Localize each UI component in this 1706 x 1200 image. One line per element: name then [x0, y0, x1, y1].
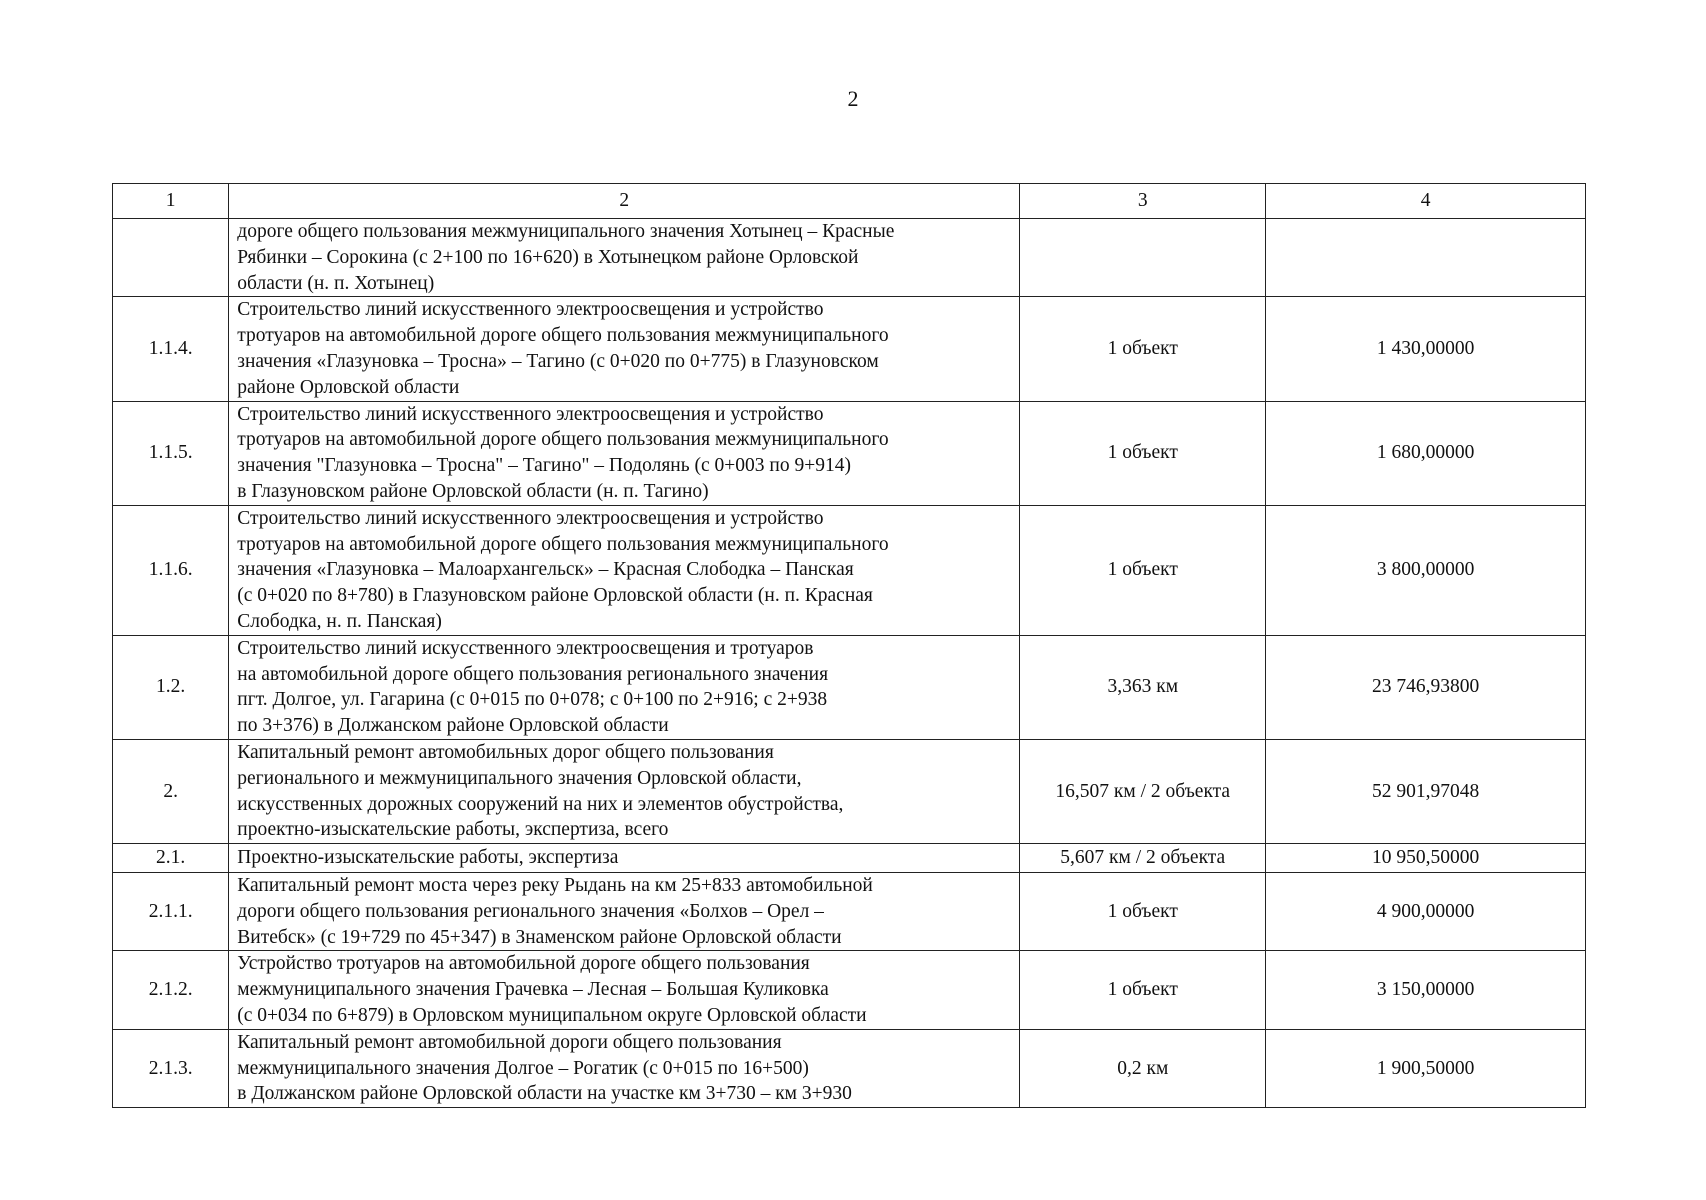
row-quantity [1020, 219, 1266, 297]
row-number: 1.2. [113, 635, 229, 739]
row-number: 2.1. [113, 844, 229, 873]
row-quantity: 3,363 км [1020, 635, 1266, 739]
table-row [113, 844, 1586, 873]
row-description: Строительство линий искусственного электроосвещения и устройство тротуаров на автомобильной дороге общего пользования межмуниципального значения «Глазуновка – Малоархангельск» – Красная Слободка – Панская (с 0+020 по 8+780) в Глазуновском районе Орловской области (н. п. Красная Слободка, н. п. Панская) [229, 505, 1020, 635]
column-header: 4 [1266, 184, 1586, 219]
table-row [113, 1029, 1586, 1107]
row-amount: 1 680,00000 [1266, 401, 1586, 505]
row-number: 1.1.5. [113, 401, 229, 505]
row-description: Строительство линий искусственного электроосвещения и устройство тротуаров на автомобильной дороге общего пользования межмуниципального значения "Глазуновка – Тросна" – Тагино" – Подолянь (с 0+003 по 9+914) в Глазуновском районе Орловской области (н. п. Тагино) [229, 401, 1020, 505]
row-description: дороге общего пользования межмуниципального значения Хотынец – Красные Рябинки – Сорокина (с 2+100 по 16+620) в Хотынецком районе Орловской области (н. п. Хотынец) [229, 219, 1020, 297]
row-amount: 4 900,00000 [1266, 872, 1586, 950]
row-description: Строительство линий искусственного электроосвещения и тротуаров на автомобильной дороге общего пользования регионального значения пгт. Долгое, ул. Гагарина (с 0+015 по 0+078; с 0+100 по 2+916; с 2+938 по 3+376) в Должанском районе Орловской области [229, 635, 1020, 739]
row-number: 2.1.3. [113, 1029, 229, 1107]
column-header: 2 [229, 184, 1020, 219]
row-number: 2. [113, 739, 229, 843]
row-amount: 52 901,97048 [1266, 739, 1586, 843]
row-quantity: 1 объект [1020, 951, 1266, 1029]
row-description: Устройство тротуаров на автомобильной дороге общего пользования межмуниципального значения Грачевка – Лесная – Большая Куликовка (с 0+034 по 6+879) в Орловском муниципальном округе Орловской области [229, 951, 1020, 1029]
table-row [113, 872, 1586, 950]
page-number: 2 [847, 86, 859, 111]
row-number [113, 219, 229, 297]
table-row [113, 739, 1586, 843]
row-number: 1.1.4. [113, 297, 229, 401]
table-row [113, 635, 1586, 739]
row-quantity: 1 объект [1020, 872, 1266, 950]
row-quantity: 0,2 км [1020, 1029, 1266, 1107]
row-amount: 1 900,50000 [1266, 1029, 1586, 1107]
row-number: 2.1.2. [113, 951, 229, 1029]
row-amount: 1 430,00000 [1266, 297, 1586, 401]
row-quantity: 1 объект [1020, 297, 1266, 401]
row-quantity: 1 объект [1020, 505, 1266, 635]
row-quantity: 16,507 км / 2 объекта [1020, 739, 1266, 843]
row-amount: 10 950,50000 [1266, 844, 1586, 873]
row-quantity: 5,607 км / 2 объекта [1020, 844, 1266, 873]
table-row [113, 297, 1586, 401]
row-description: Капитальный ремонт автомобильной дороги общего пользования межмуниципального значения Долгое – Рогатик (с 0+015 по 16+500) в Должанском районе Орловской области на участке км 3+730 – км 3+930 [229, 1029, 1020, 1107]
table-row [113, 951, 1586, 1029]
row-amount [1266, 219, 1586, 297]
row-description: Проектно-изыскательские работы, экспертиза [229, 844, 1020, 873]
row-description: Строительство линий искусственного электроосвещения и устройство тротуаров на автомобильной дороге общего пользования межмуниципального значения «Глазуновка – Тросна» – Тагино (с 0+020 по 0+775) в Глазуновском районе Орловской области [229, 297, 1020, 401]
table-row [113, 219, 1586, 297]
column-header: 3 [1020, 184, 1266, 219]
row-number: 2.1.1. [113, 872, 229, 950]
row-amount: 3 800,00000 [1266, 505, 1586, 635]
row-description: Капитальный ремонт моста через реку Рыдань на км 25+833 автомобильной дороги общего пользования регионального значения «Болхов – Орел – Витебск» (с 19+729 по 45+347) в Знаменском районе Орловской области [229, 872, 1020, 950]
table-row [113, 401, 1586, 505]
row-description: Капитальный ремонт автомобильных дорог общего пользования регионального и межмуниципального значения Орловской области, искусственных дорожных сооружений на них и элементов обустройства, проектно-изыскательские работы, экспертиза, всего [229, 739, 1020, 843]
row-quantity: 1 объект [1020, 401, 1266, 505]
data-table [112, 183, 1586, 1108]
row-amount: 23 746,93800 [1266, 635, 1586, 739]
column-header: 1 [113, 184, 229, 219]
table-header-row [113, 184, 1586, 219]
table-row [113, 505, 1586, 635]
row-amount: 3 150,00000 [1266, 951, 1586, 1029]
row-number: 1.1.6. [113, 505, 229, 635]
